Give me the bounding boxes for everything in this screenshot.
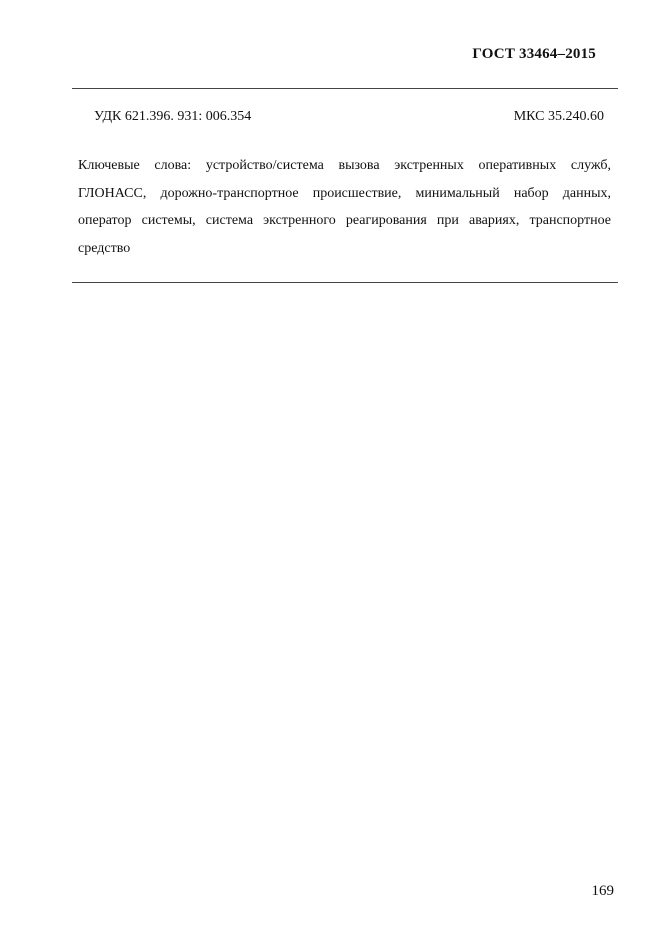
mks-code: МКС 35.240.60 — [513, 109, 604, 124]
keywords-paragraph: Ключевые слова: устройство/система вызова экстренных оперативных служб, ГЛОНАСС, дорожно-транспортное происшествие, минимальный набор данных, оператор системы, система экстренного реагирования при авариях, транспортное средство — [78, 158, 611, 256]
udk-code: УДК 621.396. 931: 006.354 — [94, 109, 252, 124]
page-number: 169 — [591, 883, 614, 899]
document-code: ГОСТ 33464–2015 — [472, 46, 596, 62]
top-divider — [72, 88, 618, 89]
bottom-divider — [72, 282, 618, 283]
